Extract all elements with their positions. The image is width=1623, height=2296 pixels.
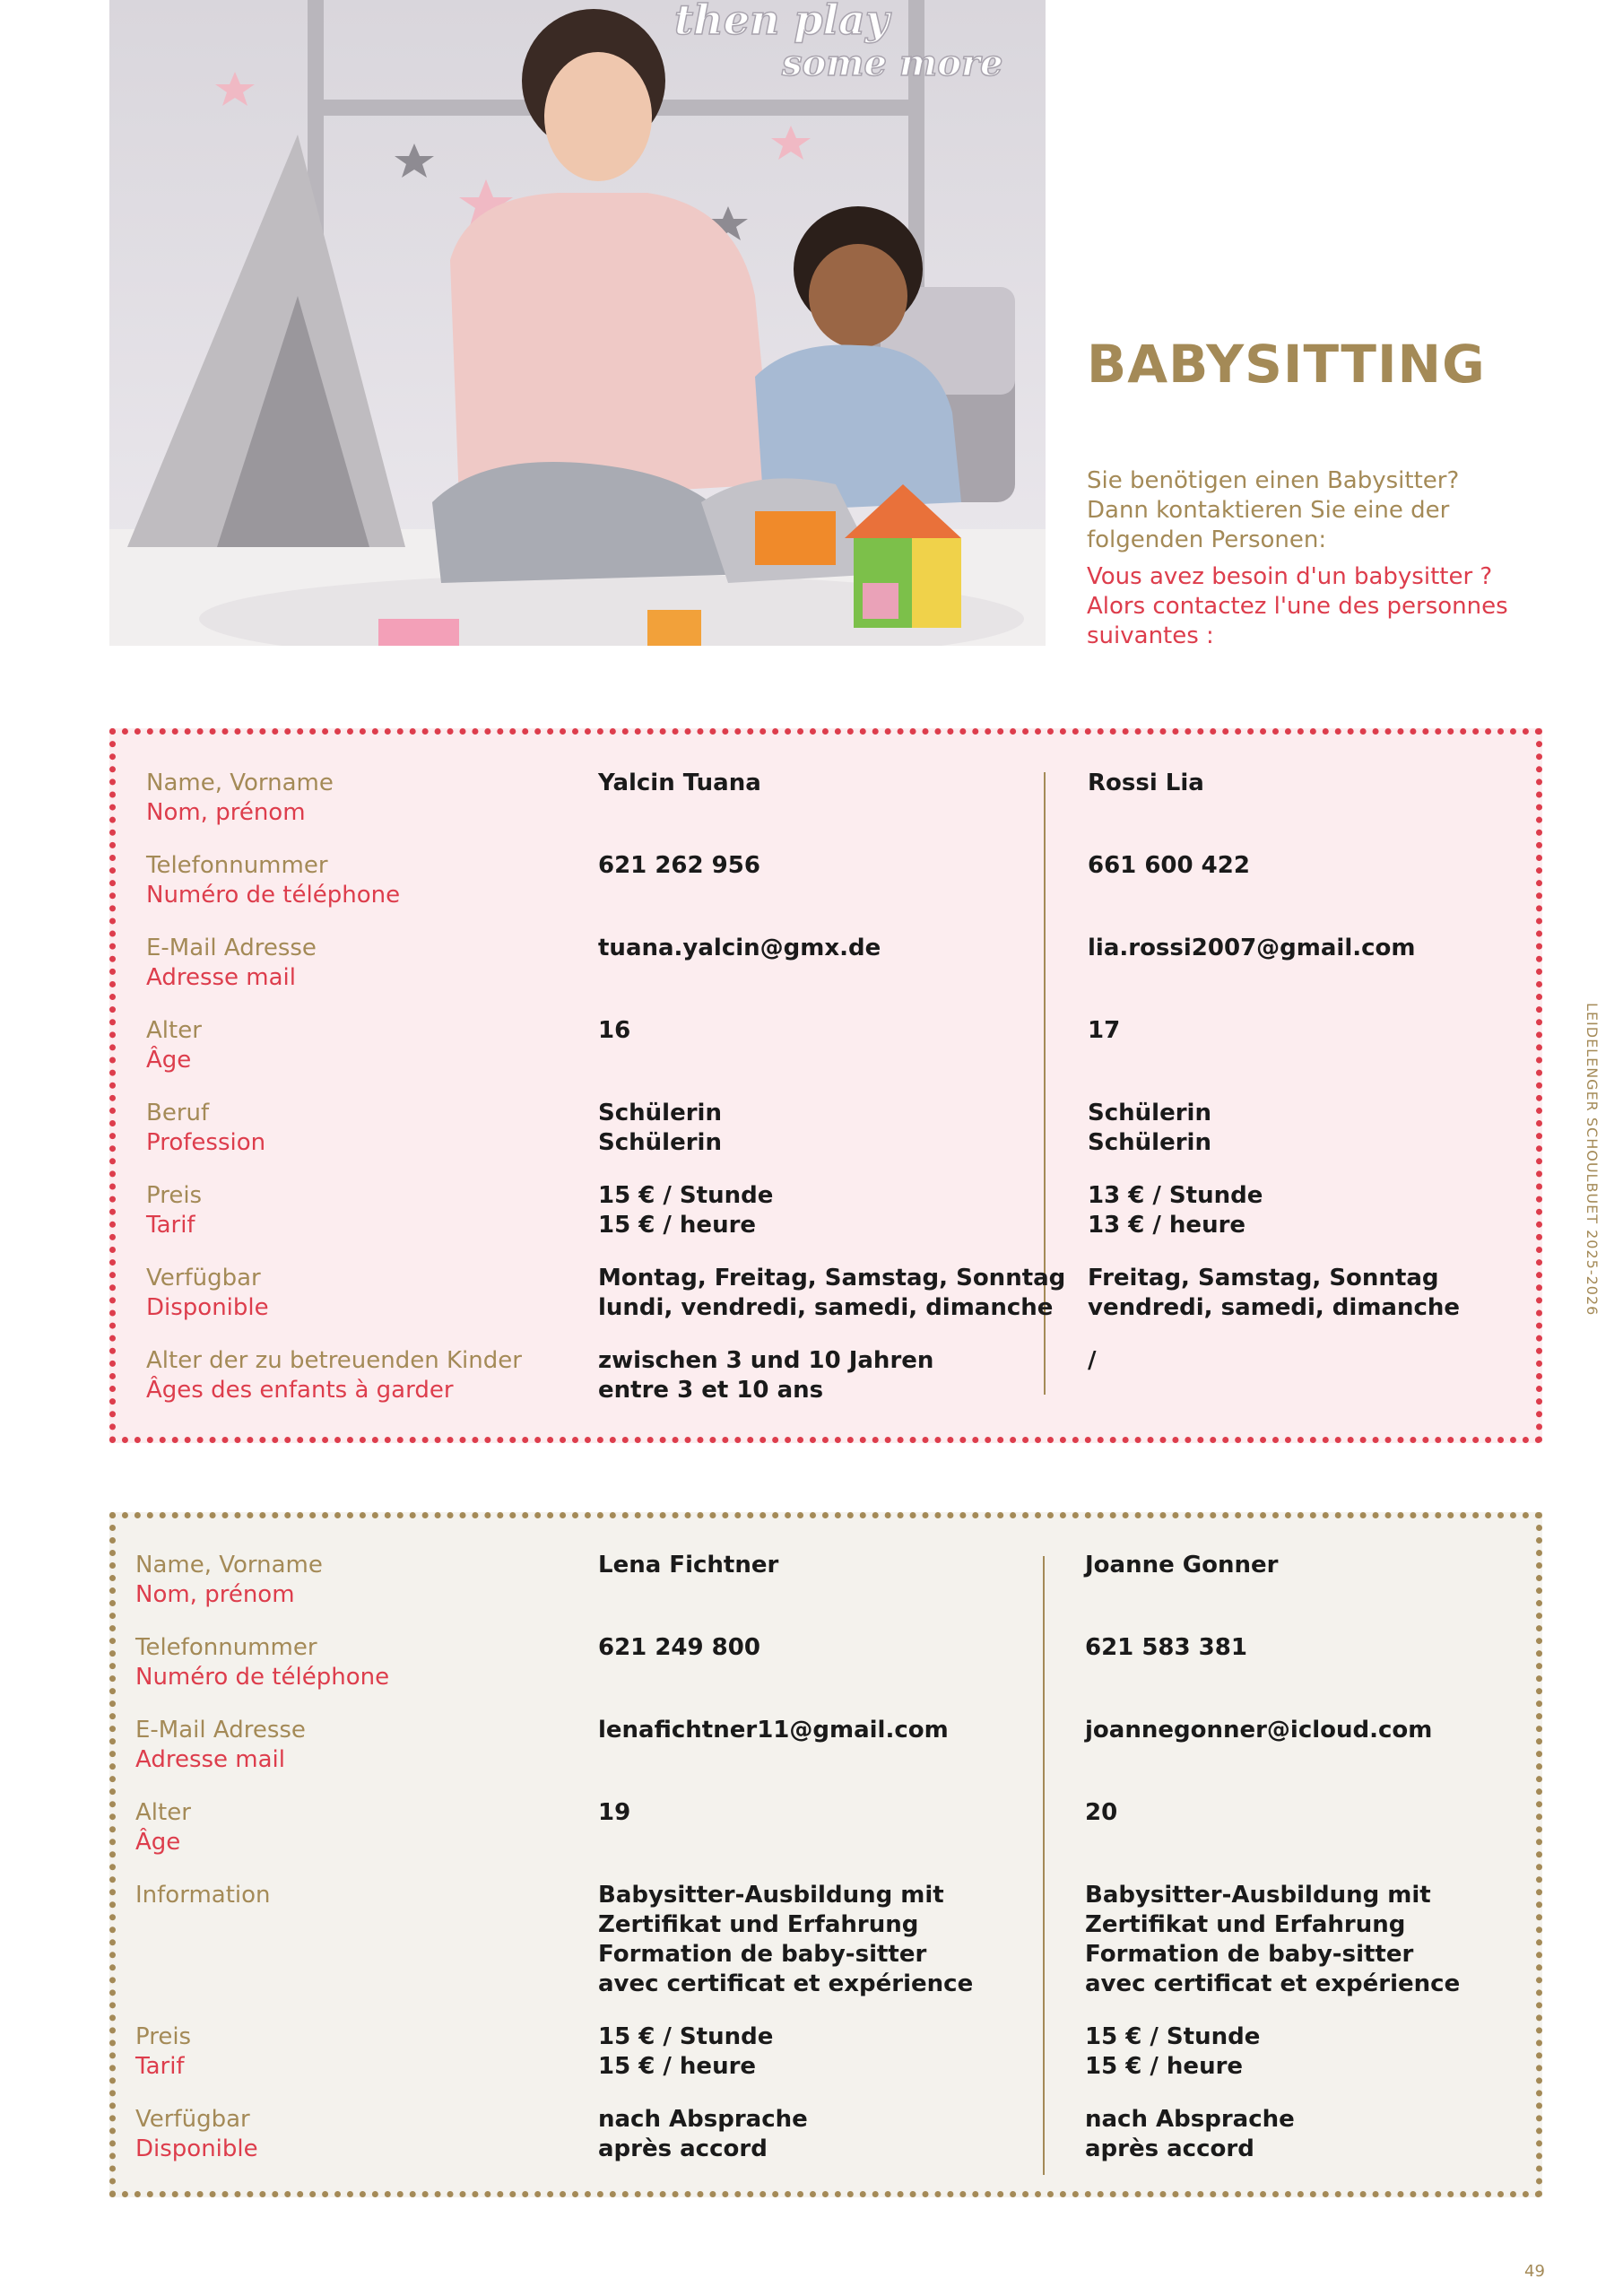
label-de: Alter (135, 1799, 191, 1826)
value: 15 € / Stunde (598, 1182, 774, 1209)
value: 17 (1088, 1017, 1121, 1044)
value: après accord (598, 2135, 768, 2162)
intro-fr-line: Alors contactez l'une des personnes (1087, 593, 1508, 620)
value: Babysitter-Ausbildung mit (598, 1882, 944, 1909)
value: 13 € / heure (1088, 1212, 1246, 1239)
value: nach Absprache (1085, 2106, 1295, 2133)
label-fr: Disponible (135, 2135, 258, 2162)
value: Babysitter-Ausbildung mit (1085, 1882, 1431, 1909)
label-fr: Tarif (146, 1212, 195, 1239)
label-fr: Âge (135, 1829, 181, 1856)
intro-german (1087, 466, 1553, 555)
wall-text-line1: then play (674, 0, 890, 44)
label-de: Verfügbar (146, 1265, 261, 1292)
value: 661 600 422 (1088, 852, 1250, 879)
label-de: Preis (146, 1182, 203, 1209)
value: 20 (1085, 1799, 1118, 1826)
value: Freitag, Samstag, Sonntag (1088, 1265, 1439, 1292)
intro-french (1087, 562, 1553, 651)
value: avec certificat et expérience (598, 1970, 974, 1997)
value: 15 € / heure (1085, 2053, 1244, 2080)
value: 621 583 381 (1085, 1634, 1247, 1661)
value: 621 262 956 (598, 852, 760, 879)
value: lundi, vendredi, samedi, dimanche (598, 1294, 1054, 1321)
photo-illustration (109, 0, 1046, 646)
value: joannegonner@icloud.com (1085, 1717, 1433, 1744)
value: 15 € / Stunde (1085, 2023, 1261, 2050)
value: 15 € / heure (598, 1212, 757, 1239)
label-de: Name, Vorname (135, 1552, 323, 1578)
column-divider (1043, 1556, 1045, 2175)
label-de: Verfügbar (135, 2106, 250, 2133)
value: lenafichtner11@gmail.com (598, 1717, 949, 1744)
label-fr: Numéro de téléphone (135, 1664, 390, 1691)
value: / (1088, 1347, 1097, 1374)
label-de: Preis (135, 2023, 192, 2050)
value: Schülerin (598, 1129, 722, 1156)
value: Lena Fichtner (598, 1552, 779, 1578)
value: 15 € / heure (598, 2053, 757, 2080)
value: 15 € / Stunde (598, 2023, 774, 2050)
label-de: Beruf (146, 1100, 210, 1126)
value: zwischen 3 und 10 Jahren (598, 1347, 934, 1374)
intro-de-line: folgenden Personen: (1087, 526, 1327, 553)
babysitter-table-2 (109, 1512, 1542, 2197)
intro-de-line: Sie benötigen einen Babysitter? (1087, 467, 1460, 494)
value: Zertifikat und Erfahrung (598, 1911, 919, 1938)
label-de: Telefonnummer (135, 1634, 317, 1661)
label-de: Telefonnummer (146, 852, 328, 879)
label-de: Name, Vorname (146, 770, 334, 796)
value: Formation de baby-sitter (1085, 1941, 1414, 1968)
value: Montag, Freitag, Samstag, Sonntag (598, 1265, 1066, 1292)
label-fr: Disponible (146, 1294, 269, 1321)
label-fr: Nom, prénom (135, 1581, 295, 1608)
value: Schülerin (1088, 1129, 1211, 1156)
label-de: Information (135, 1882, 271, 1909)
label-fr: Âge (146, 1047, 192, 1074)
label-fr: Âges des enfants à garder (146, 1377, 454, 1404)
value: tuana.yalcin@gmx.de (598, 935, 881, 961)
label-de: E-Mail Adresse (146, 935, 317, 961)
page-title: BABYSITTING (1087, 334, 1486, 395)
label-de: E-Mail Adresse (135, 1717, 306, 1744)
label-fr: Numéro de téléphone (146, 882, 401, 909)
value: 19 (598, 1799, 631, 1826)
value: Zertifikat und Erfahrung (1085, 1911, 1406, 1938)
label-fr: Nom, prénom (146, 799, 306, 826)
value: Schülerin (598, 1100, 722, 1126)
label-fr: Profession (146, 1129, 266, 1156)
value: Rossi Lia (1088, 770, 1204, 796)
value: nach Absprache (598, 2106, 808, 2133)
label-fr: Tarif (135, 2053, 185, 2080)
label-fr: Adresse mail (146, 964, 297, 991)
publication-side-text: LEIDELENGER SCHOULBUET 2025-2026 (1584, 1003, 1601, 1317)
value: 13 € / Stunde (1088, 1182, 1263, 1209)
value: Formation de baby-sitter (598, 1941, 927, 1968)
label-fr: Adresse mail (135, 1746, 286, 1773)
value: après accord (1085, 2135, 1254, 2162)
babysitting-photo (109, 0, 1046, 646)
babysitter-table-1 (109, 728, 1542, 1443)
value: avec certificat et expérience (1085, 1970, 1461, 1997)
value: Schülerin (1088, 1100, 1211, 1126)
intro-fr-line: suivantes : (1087, 622, 1214, 649)
value: 621 249 800 (598, 1634, 760, 1661)
label-de: Alter (146, 1017, 202, 1044)
value: Yalcin Tuana (598, 770, 761, 796)
label-de: Alter der zu betreuenden Kinder (146, 1347, 522, 1374)
value: entre 3 et 10 ans (598, 1377, 824, 1404)
value: lia.rossi2007@gmail.com (1088, 935, 1416, 961)
intro-de-line: Dann kontaktieren Sie eine der (1087, 497, 1450, 524)
wall-text-line2: some more (782, 42, 1003, 84)
value: 16 (598, 1017, 631, 1044)
page-number: 49 (1524, 2262, 1545, 2281)
value: Joanne Gonner (1085, 1552, 1279, 1578)
intro-fr-line: Vous avez besoin d'un babysitter ? (1087, 563, 1493, 590)
value: vendredi, samedi, dimanche (1088, 1294, 1461, 1321)
